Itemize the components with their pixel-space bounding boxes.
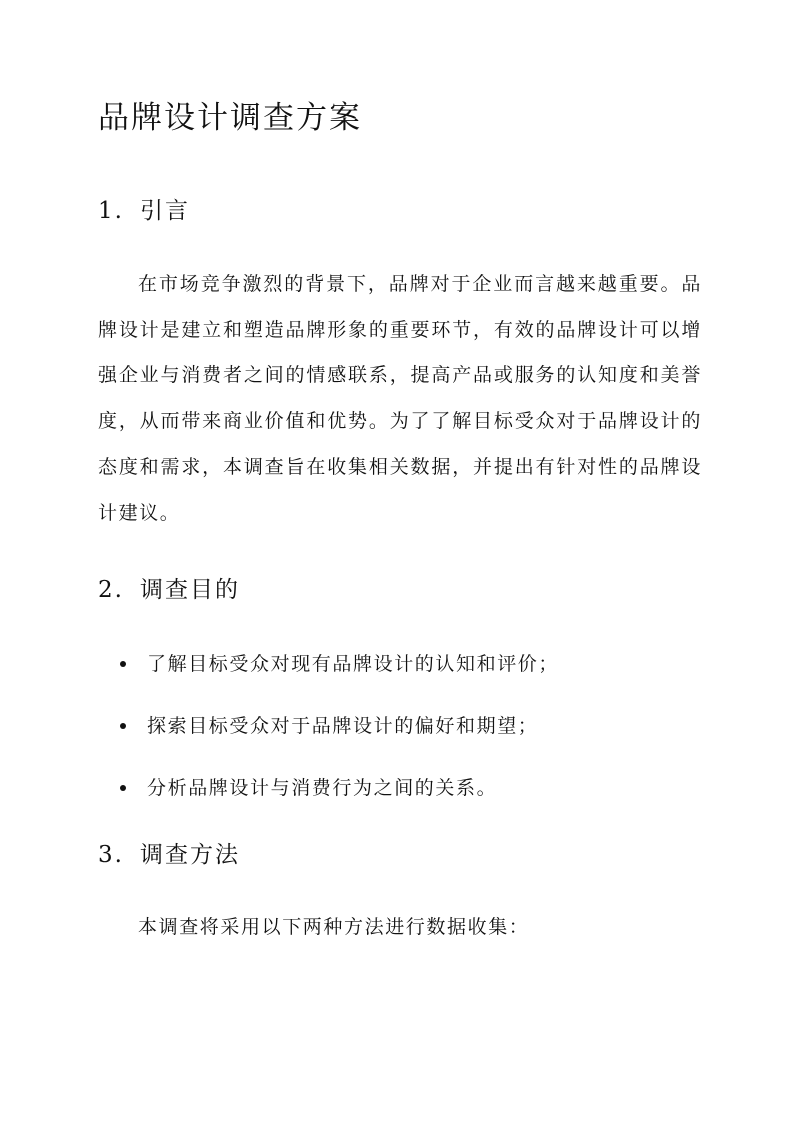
introduction-paragraph: 在市场竞争激烈的背景下，品牌对于企业而言越来越重要。品牌设计是建立和塑造品牌形象的重要环节，有效的品牌设计可以增强企业与消费者之间的情感联系，提高产品或服务的认知度和美誉度，从而带来商业价值和优势。为了了解目标受众对于品牌设计的态度和需求，本调查旨在收集相关数据，并提出有针对性的品牌设计建议。 <box>98 273 702 524</box>
section-title: 调查目的 <box>140 577 240 603</box>
section-number: 3. <box>98 842 124 868</box>
section-heading-survey-purpose <box>98 573 240 607</box>
document-title: 品牌设计调查方案 <box>98 100 362 136</box>
section-title: 调查方法 <box>140 842 240 868</box>
section-title: 引言 <box>140 198 190 224</box>
bullet-icon <box>120 723 126 729</box>
list-item <box>114 705 559 767</box>
survey-method-paragraph: 本调查将采用以下两种方法进行数据收集： <box>138 916 530 938</box>
list-item <box>114 643 559 705</box>
section-number: 1. <box>98 198 124 224</box>
list-item-text: 探索目标受众对于品牌设计的偏好和期望； <box>147 715 539 737</box>
list-item <box>114 767 559 829</box>
section-number: 2. <box>98 577 124 603</box>
bullet-icon <box>120 661 126 667</box>
bullet-icon <box>120 785 126 791</box>
list-item-text: 分析品牌设计与消费行为之间的关系。 <box>147 777 498 799</box>
list-item-text: 了解目标受众对现有品牌设计的认知和评价； <box>147 653 560 675</box>
survey-purpose-list <box>114 643 559 829</box>
section-heading-survey-method <box>98 838 240 872</box>
section-heading-introduction <box>98 194 190 228</box>
